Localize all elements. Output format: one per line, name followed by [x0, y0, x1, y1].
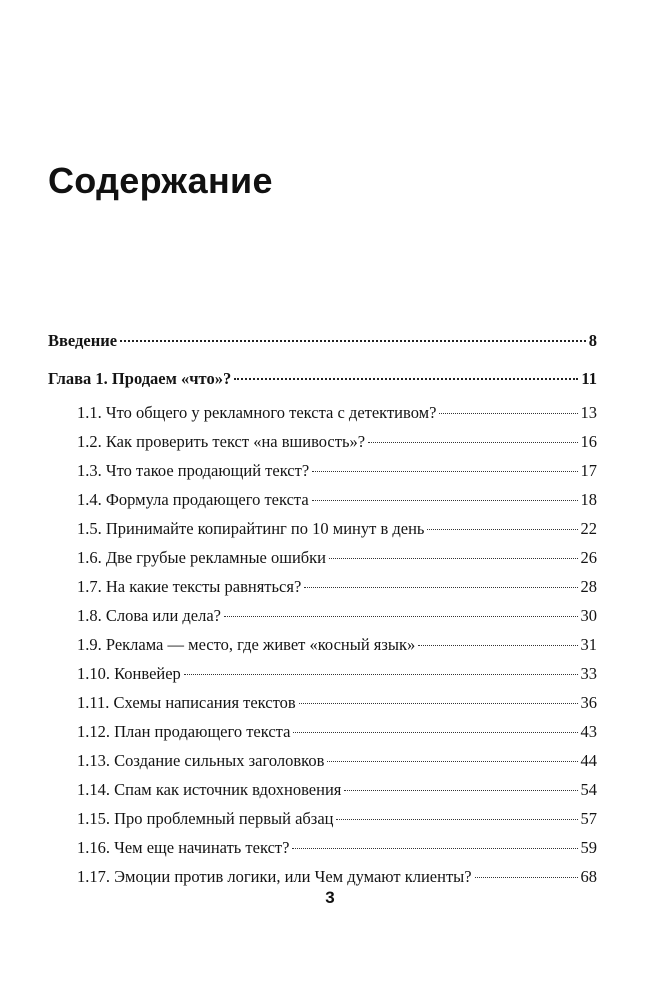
dot-leader — [293, 732, 577, 733]
toc-entry-label: 1.7. На какие тексты равняться? — [77, 577, 302, 596]
toc-entry-label: 1.8. Слова или дела? — [77, 606, 222, 625]
toc-entry-page: 43 — [580, 722, 597, 741]
toc-entry-page: 11 — [581, 369, 597, 388]
dot-leader — [312, 500, 578, 501]
toc-entry-label: 1.2. Как проверить текст «на вшивость»? — [77, 432, 366, 451]
toc-entry[interactable] — [48, 360, 597, 398]
toc-entry[interactable] — [48, 601, 597, 630]
toc-entry-page: 33 — [580, 664, 597, 683]
toc-entry-page: 36 — [580, 693, 597, 712]
toc-entry-label: 1.6. Две грубые рекламные ошибки — [77, 548, 327, 567]
toc-entry-page: 59 — [580, 838, 597, 857]
toc-entry[interactable] — [48, 572, 597, 601]
toc-entry-page: 68 — [580, 867, 597, 886]
toc-entry-label: 1.11. Схемы написания текстов — [77, 693, 296, 712]
toc-entry[interactable] — [48, 717, 597, 746]
toc-entry-label: Глава 1. Продаем «что»? — [48, 369, 232, 388]
table-of-contents — [48, 322, 597, 891]
toc-entry-page: 54 — [580, 780, 597, 799]
dot-leader — [336, 819, 577, 820]
toc-entry-label: 1.1. Что общего у рекламного текста с детективом? — [77, 403, 437, 422]
dot-leader — [299, 703, 578, 704]
dot-leader — [292, 848, 577, 849]
toc-entry-label: 1.9. Реклама — место, где живет «косный язык» — [77, 635, 416, 654]
toc-entry-page: 18 — [580, 490, 597, 509]
dot-leader — [184, 674, 578, 675]
dot-leader — [439, 413, 577, 414]
page-title: Содержание — [48, 160, 273, 201]
toc-entry[interactable] — [48, 862, 597, 891]
dot-leader — [120, 340, 586, 342]
dot-leader — [344, 790, 577, 791]
toc-entry-label: Введение — [48, 331, 118, 350]
dot-leader — [427, 529, 577, 530]
toc-entry[interactable] — [48, 630, 597, 659]
toc-entry-page: 8 — [588, 331, 597, 350]
toc-entry-page: 22 — [580, 519, 597, 538]
dot-leader — [327, 761, 577, 762]
dot-leader — [304, 587, 577, 588]
toc-entry[interactable] — [48, 804, 597, 833]
dot-leader — [475, 877, 578, 878]
toc-entry-page: 13 — [580, 403, 597, 422]
toc-entry-label: 1.4. Формула продающего текста — [77, 490, 309, 509]
toc-entry[interactable] — [48, 833, 597, 862]
toc-entry-page: 17 — [580, 461, 597, 480]
dot-leader — [368, 442, 577, 443]
dot-leader — [234, 378, 578, 380]
toc-entry[interactable] — [48, 456, 597, 485]
toc-entry-page: 28 — [580, 577, 597, 596]
toc-entry[interactable] — [48, 659, 597, 688]
dot-leader — [329, 558, 577, 559]
toc-entry-page: 30 — [580, 606, 597, 625]
toc-entry[interactable] — [48, 485, 597, 514]
toc-entry[interactable] — [48, 322, 597, 360]
toc-entry-page: 26 — [580, 548, 597, 567]
toc-entry-label: 1.12. План продающего текста — [77, 722, 291, 741]
dot-leader — [312, 471, 577, 472]
toc-entry[interactable] — [48, 398, 597, 427]
toc-entry[interactable] — [48, 514, 597, 543]
toc-entry-label: 1.15. Про проблемный первый абзац — [77, 809, 334, 828]
page-number: 3 — [325, 888, 335, 907]
dot-leader — [418, 645, 577, 646]
toc-entry-page: 57 — [580, 809, 597, 828]
toc-entry-page: 44 — [580, 751, 597, 770]
toc-entry[interactable] — [48, 543, 597, 572]
toc-entry-page: 31 — [580, 635, 597, 654]
toc-entry[interactable] — [48, 775, 597, 804]
toc-entry-label: 1.17. Эмоции против логики, или Чем думают клиенты? — [77, 867, 472, 886]
toc-entry[interactable] — [48, 427, 597, 456]
toc-entry[interactable] — [48, 688, 597, 717]
toc-entry-label: 1.14. Спам как источник вдохновения — [77, 780, 342, 799]
dot-leader — [224, 616, 577, 617]
toc-entry-label: 1.3. Что такое продающий текст? — [77, 461, 310, 480]
toc-entry-label: 1.16. Чем еще начинать текст? — [77, 838, 290, 857]
toc-entry-label: 1.13. Создание сильных заголовков — [77, 751, 325, 770]
toc-entry-label: 1.5. Принимайте копирайтинг по 10 минут в день — [77, 519, 425, 538]
toc-entry[interactable] — [48, 746, 597, 775]
toc-entry-page: 16 — [580, 432, 597, 451]
toc-entry-label: 1.10. Конвейер — [77, 664, 181, 683]
